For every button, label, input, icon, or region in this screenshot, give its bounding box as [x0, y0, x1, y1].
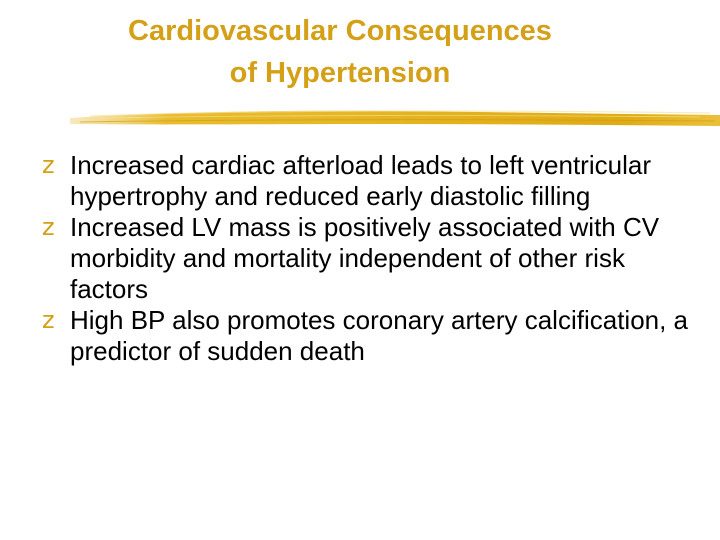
- slide-title: [0, 10, 680, 94]
- bullet-item: [42, 150, 702, 212]
- bullet-item: [42, 305, 702, 367]
- bullet-text: Increased cardiac afterload leads to left ventricular hypertrophy and reduced early diastolic filling: [70, 150, 651, 211]
- bullet-list: [42, 150, 702, 367]
- z-bullet-icon: z: [42, 151, 55, 179]
- bullet-text: High BP also promotes coronary artery calcification, a predictor of sudden death: [70, 305, 689, 366]
- title-line-1: Cardiovascular Consequences: [128, 15, 552, 47]
- z-bullet-icon: z: [42, 306, 55, 334]
- title-underline-brushstroke: [70, 98, 720, 130]
- title-line-2: of Hypertension: [229, 57, 451, 89]
- bullet-text: Increased LV mass is positively associated with CV morbidity and mortality independent of other risk factors: [70, 212, 660, 304]
- z-bullet-icon: z: [42, 213, 55, 241]
- bullet-item: [42, 212, 702, 305]
